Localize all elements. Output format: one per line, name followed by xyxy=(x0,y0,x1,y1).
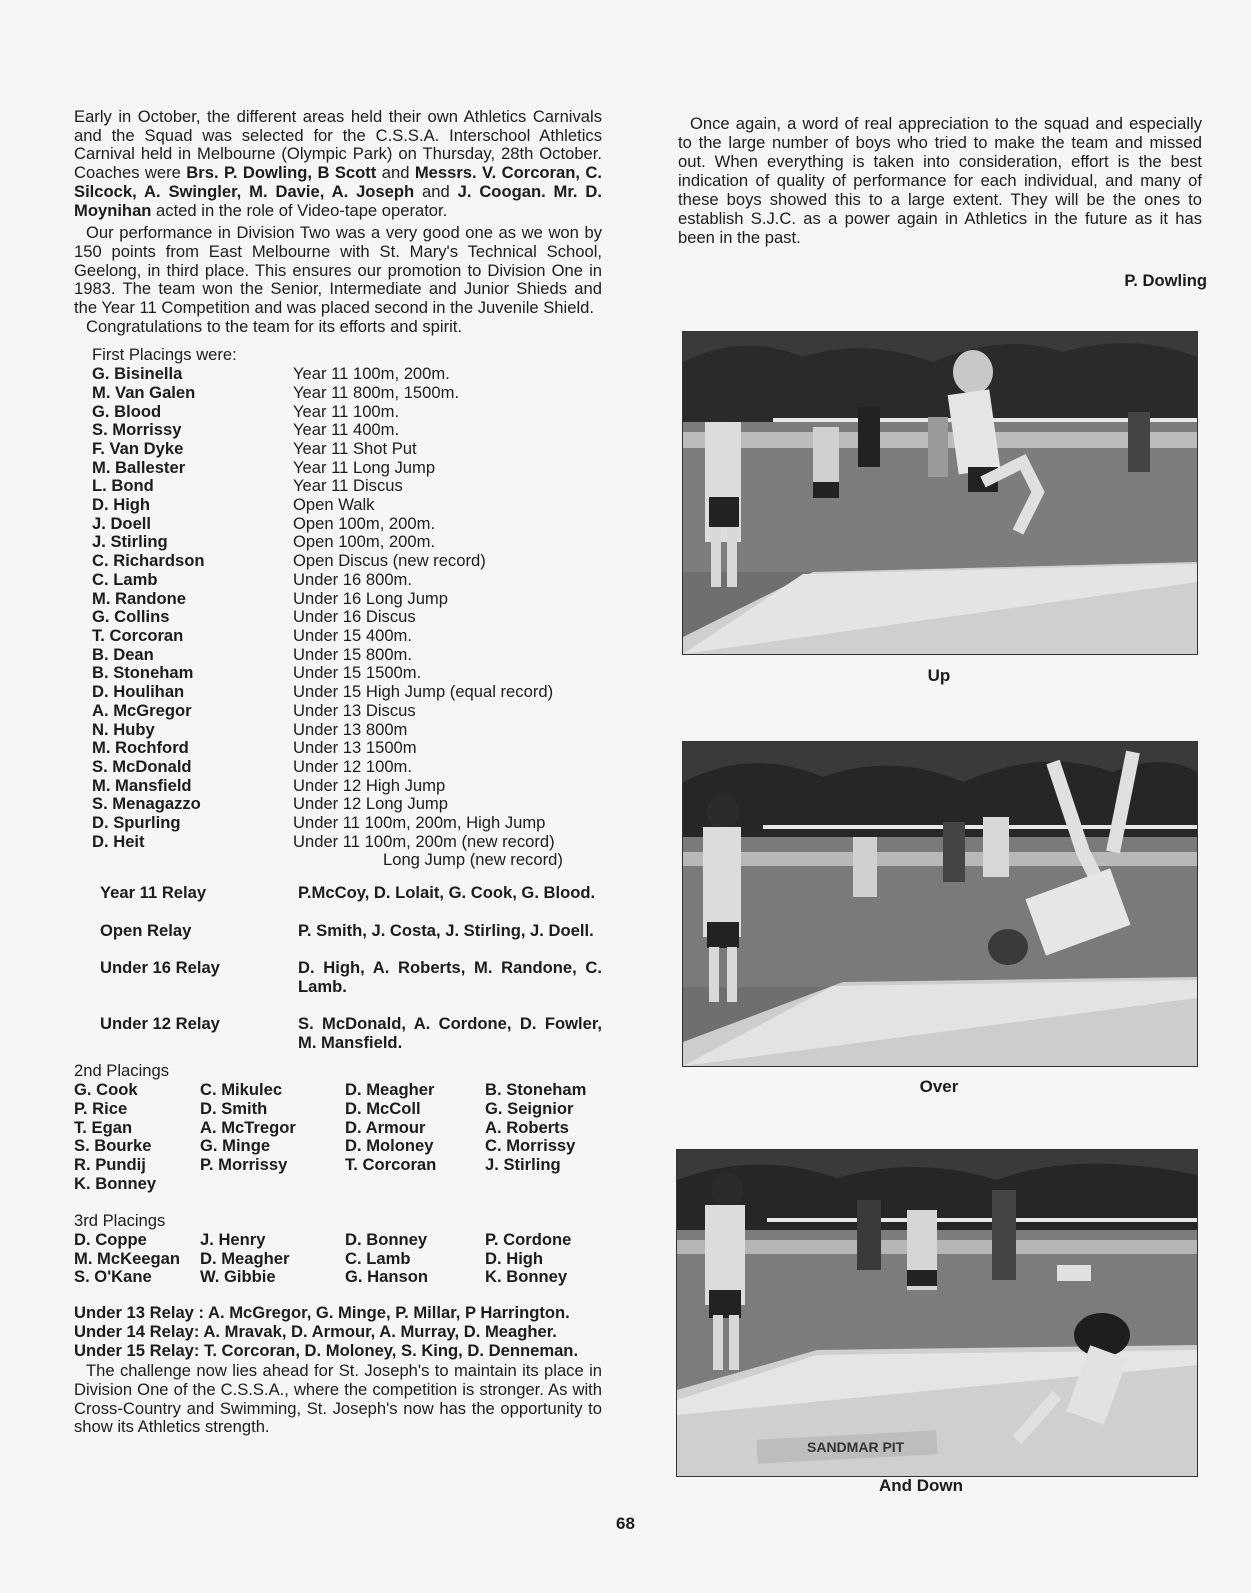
placing-event: Year 11 Discus xyxy=(293,476,403,496)
placing-name: T. Corcoran xyxy=(345,1154,437,1174)
photo-caption-over: Over xyxy=(919,1077,959,1096)
placing-name: K. Bonney xyxy=(74,1173,157,1193)
mat-text: SANDMAR PIT xyxy=(807,1439,905,1455)
placing-event: Year 11 Long Jump xyxy=(293,457,436,477)
placing-event: Under 15 1500m. xyxy=(293,663,422,683)
placing-row xyxy=(92,477,602,496)
placing-name: S. Menagazzo xyxy=(92,794,201,814)
placing-name: D. Moloney xyxy=(345,1136,434,1156)
photo-over xyxy=(682,741,1198,1067)
placing-name: M. Rochford xyxy=(92,738,189,758)
placing-event: Under 16 Discus xyxy=(293,607,416,627)
placing-name: J. Stirling xyxy=(92,532,168,552)
placing-name: B. Dean xyxy=(92,644,154,664)
placing-name: P. Morrissy xyxy=(200,1154,288,1174)
closing-paragraph: The challenge now lies ahead for St. Joseph's to maintain its place in Division One of the C.S.S.A., where the competition is stronger. As with Cross-Country and Swimming, St. Joseph's now has the opportunity to show its Athletics strength. xyxy=(74,1361,602,1437)
placing-name: D. Spurling xyxy=(92,813,181,833)
placing-row xyxy=(92,552,602,571)
photo-and-down xyxy=(676,1149,1198,1477)
intro-paragraph xyxy=(74,318,602,337)
extra-relay-line: Under 14 Relay: A. Mravak, D. Armour, A. Murray, D. Meagher. xyxy=(74,1321,557,1341)
placing-event: Under 11 100m, 200m, High Jump xyxy=(293,813,546,833)
first-placings-heading: First Placings were: xyxy=(92,345,237,365)
photo-caption-up: Up xyxy=(927,666,951,685)
placing-row xyxy=(92,421,602,440)
placing-row xyxy=(92,664,602,683)
relay-label: Year 11 Relay xyxy=(100,883,207,903)
placing-name: J. Stirling xyxy=(485,1154,561,1174)
placing-name: K. Bonney xyxy=(485,1267,568,1287)
placing-event: Under 13 Discus xyxy=(293,700,416,720)
placing-name: N. Huby xyxy=(92,719,155,739)
placing-name: S. O'Kane xyxy=(74,1267,152,1287)
placing-name: C. Lamb xyxy=(345,1248,411,1268)
placing-name: W. Gibbie xyxy=(200,1267,276,1287)
placing-row xyxy=(92,384,602,403)
placing-event: Under 15 800m. xyxy=(293,644,412,664)
relay-row xyxy=(100,1015,602,1052)
placing-event: Open Discus (new record) xyxy=(293,551,486,571)
placing-name: R. Pundij xyxy=(74,1154,146,1174)
first-placings-list xyxy=(92,365,602,870)
bold-name: Brs. P. Dowling, B Scott xyxy=(186,163,377,183)
placing-name: M. Ballester xyxy=(92,457,186,477)
extra-relays xyxy=(74,1304,602,1360)
third-placings-heading: 3rd Placings xyxy=(74,1211,166,1231)
placing-name: C. Lamb xyxy=(92,569,158,589)
placing-name: D. Armour xyxy=(345,1117,426,1137)
placing-event: Year 11 100m, 200m. xyxy=(293,364,450,384)
placing-name: G. Bisinella xyxy=(92,364,183,384)
right-column xyxy=(678,114,1202,247)
bold-name: Messrs. V. Corcoran, C. Silcock, A. Swingler, M. Davie, A. Joseph xyxy=(74,163,602,201)
page-number: 68 xyxy=(616,1514,635,1533)
placing-name: D. Houlihan xyxy=(92,682,185,702)
placing-name: D. High xyxy=(92,495,151,515)
placing-event: Year 11 100m. xyxy=(293,401,400,421)
placing-event: Long Jump (new record) xyxy=(383,850,563,870)
relay-label: Under 12 Relay xyxy=(100,1014,220,1033)
placing-name: G. Cook xyxy=(74,1080,138,1100)
placing-name: M. Randone xyxy=(92,588,187,608)
placing-name: G. Minge xyxy=(200,1136,271,1156)
placing-name: G. Blood xyxy=(92,401,162,421)
placing-event: Open 100m, 200m. xyxy=(293,513,436,533)
placing-event: Under 12 100m. xyxy=(293,756,412,776)
placing-row xyxy=(92,777,602,796)
placing-name: A. Roberts xyxy=(485,1117,569,1137)
placing-name xyxy=(200,1175,345,1194)
high-jump-photo-down xyxy=(677,1150,1197,1476)
placing-name: D. Meagher xyxy=(345,1080,435,1100)
placing-name: D. McColl xyxy=(345,1098,421,1118)
placing-name: P. Rice xyxy=(74,1098,128,1118)
placing-name: D. Heit xyxy=(92,831,145,851)
placing-name: L. Bond xyxy=(92,476,154,496)
placing-name: M. McKeegan xyxy=(74,1248,181,1268)
placing-name: M. Mansfield xyxy=(92,775,192,795)
placing-event: Under 15 400m. xyxy=(293,625,412,645)
placing-row xyxy=(92,721,602,740)
placing-row xyxy=(92,627,602,646)
photo-up xyxy=(682,331,1198,655)
placing-row xyxy=(92,758,602,777)
placing-name xyxy=(345,1175,485,1194)
photo-caption-and-down: And Down xyxy=(878,1476,964,1495)
relay-members: P. Smith, J. Costa, J. Stirling, J. Doell. xyxy=(298,920,594,940)
high-jump-photo-up xyxy=(683,332,1197,654)
placing-row xyxy=(92,571,602,590)
second-placings-heading: 2nd Placings xyxy=(74,1061,170,1081)
placing-name: G. Collins xyxy=(92,607,170,627)
placing-name: D. Coppe xyxy=(74,1230,147,1250)
relay-members: D. High, A. Roberts, M. Randone, C. Lamb. xyxy=(298,957,602,996)
placing-name: D. Smith xyxy=(200,1098,268,1118)
placing-name: F. Van Dyke xyxy=(92,438,184,458)
placing-name: G. Seignior xyxy=(485,1098,574,1118)
text-segment: acted in the role of Video-tape operator. xyxy=(151,200,448,220)
placing-name: D. High xyxy=(485,1248,544,1268)
text-segment: Early in October, the different areas held their own Athletics Carnivals and the Squad was selected for the C.S.S.A. Interschool Athletics Carnival held in Melbourne (Olympic Park) on Thursday, 28th October. Coaches were xyxy=(74,107,602,183)
third-placings-grid xyxy=(74,1231,602,1287)
placing-name: B. Stoneham xyxy=(92,663,194,683)
placing-row xyxy=(92,608,602,627)
placing-row xyxy=(92,403,602,422)
placing-name: M. Van Galen xyxy=(92,382,196,402)
placing-event: Under 16 800m. xyxy=(293,569,412,589)
text-segment: and xyxy=(414,181,458,201)
placing-event: Year 11 400m. xyxy=(293,420,400,440)
placing-name: J. Henry xyxy=(200,1230,266,1250)
placing-row xyxy=(92,683,602,702)
intro-paragraph xyxy=(74,108,602,220)
placing-event: Open 100m, 200m. xyxy=(293,532,436,552)
text-segment: Our performance in Division Two was a very good one as we won by 150 points from East Melbourne with St. Mary's Technical School, Geelong, in third place. This ensures our promotion to Division One in 1983. The team won the Senior, Intermediate and Junior Shieds and the Year 11 Competition and was placed second in the Juvenile Shield. xyxy=(74,223,602,318)
placing-name: T. Corcoran xyxy=(92,625,184,645)
placing-event: Under 16 Long Jump xyxy=(293,588,448,608)
placing-name: B. Stoneham xyxy=(485,1080,587,1100)
placing-row xyxy=(92,851,602,870)
placing-row xyxy=(92,365,602,384)
placing-event: Under 15 High Jump (equal record) xyxy=(293,682,554,702)
placing-row xyxy=(92,702,602,721)
placing-row xyxy=(92,739,602,758)
relay-row xyxy=(100,959,602,996)
placing-name: C. Richardson xyxy=(92,551,205,571)
placing-name: S. Morrissy xyxy=(92,420,182,440)
intro-text xyxy=(74,108,602,336)
placing-name xyxy=(485,1175,605,1194)
placing-name: C. Mikulec xyxy=(200,1080,283,1100)
relay-label: Under 16 Relay xyxy=(100,957,220,977)
placing-name: P. Cordone xyxy=(485,1230,572,1250)
placing-row xyxy=(92,440,602,459)
placing-event: Under 12 High Jump xyxy=(293,775,446,795)
placing-name xyxy=(92,851,293,870)
relay-row xyxy=(100,884,602,903)
placing-event: Year 11 Shot Put xyxy=(293,438,417,458)
placing-name: D. Meagher xyxy=(200,1248,290,1268)
extra-relay-line: Under 15 Relay: T. Corcoran, D. Moloney, S. King, D. Denneman. xyxy=(74,1340,579,1360)
placing-name: D. Bonney xyxy=(345,1230,428,1250)
placing-event: Under 13 800m xyxy=(293,719,408,739)
placing-name: T. Egan xyxy=(74,1117,133,1137)
placing-event: Under 11 100m, 200m (new record) xyxy=(293,831,555,851)
placing-row xyxy=(92,795,602,814)
placing-event: Year 11 800m, 1500m. xyxy=(293,382,460,402)
placing-row xyxy=(92,814,602,833)
extra-relay-line: Under 13 Relay : A. McGregor, G. Minge, P. Millar, P Harrington. xyxy=(74,1303,570,1323)
intro-paragraph xyxy=(74,224,602,318)
relay-label: Open Relay xyxy=(100,920,192,940)
relay-list xyxy=(100,884,602,1052)
relay-row xyxy=(100,922,602,941)
second-placings-grid xyxy=(74,1081,602,1193)
relay-members: P.McCoy, D. Lolait, G. Cook, G. Blood. xyxy=(298,883,596,903)
placing-row xyxy=(92,646,602,665)
placing-name: S. McDonald xyxy=(92,756,192,776)
placing-row xyxy=(92,515,602,534)
placing-row xyxy=(92,590,602,609)
signature: P. Dowling xyxy=(1124,271,1207,290)
text-segment: Congratulations to the team for its efforts and spirit. xyxy=(86,316,463,336)
placing-name: C. Morrissy xyxy=(485,1136,576,1156)
placing-name: J. Doell xyxy=(92,513,152,533)
left-column xyxy=(74,108,602,1437)
placing-event: Under 12 Long Jump xyxy=(293,794,448,814)
placing-row xyxy=(92,833,602,852)
placing-row xyxy=(92,533,602,552)
high-jump-photo-over xyxy=(683,742,1197,1066)
text-segment: and xyxy=(376,163,415,183)
placing-name: G. Hanson xyxy=(345,1267,428,1287)
placing-row xyxy=(92,459,602,478)
placing-name: A. McTregor xyxy=(200,1117,296,1137)
bold-name: J. Coogan. Mr. D. Moynihan xyxy=(74,181,602,220)
placing-name: A. McGregor xyxy=(92,700,192,720)
placing-name: S. Bourke xyxy=(74,1136,152,1156)
placing-event: Under 13 1500m xyxy=(293,738,417,758)
relay-members: S. McDonald, A. Cordone, D. Fowler, M. Mansfield. xyxy=(298,1014,602,1052)
placing-row xyxy=(92,496,602,515)
placing-event: Open Walk xyxy=(293,495,375,515)
appreciation-paragraph: Once again, a word of real appreciation to the squad and especially to the large number of boys who tried to make the team and missed out. When everything is taken into consideration, effort is the best indication of quality of performance for each individual, and many of these boys showed this to a large extent. They will be the ones to establish S.J.C. as a power again in Athletics in the future as it has been in the past. xyxy=(678,114,1202,247)
